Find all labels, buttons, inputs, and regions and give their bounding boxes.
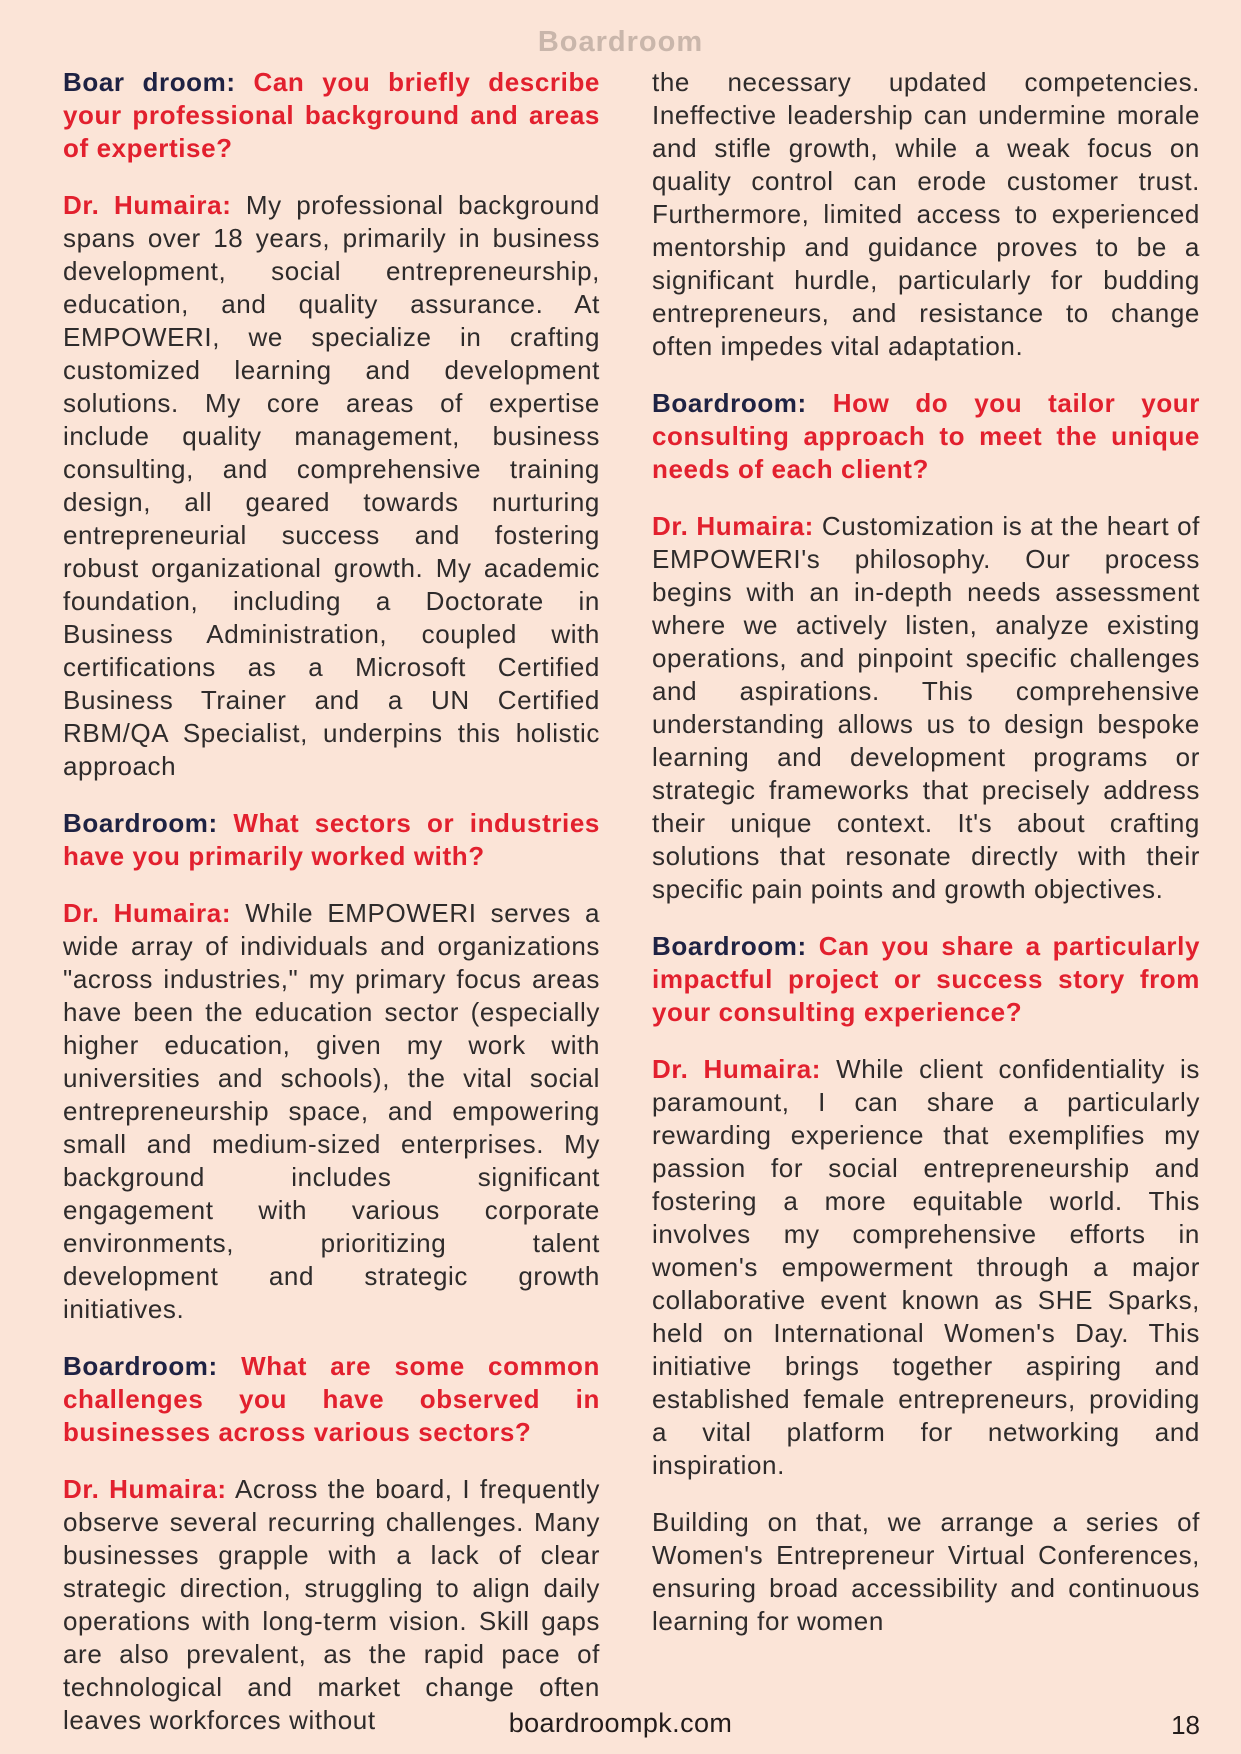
body-text: the necessary updated competencies. Ineffective leadership can undermine morale and stifle growth, while a weak focus on quality control can erode customer trust. Furthermore, limited access to experienced mentorship and guidance proves to be a significant hurdle, particularly for budding entrepreneurs, and resistance to change often impedes vital adaptation.: [652, 67, 1200, 361]
body-paragraph: [652, 1506, 1200, 1638]
body-text: Building on that, we arrange a series of Women's Entrepreneur Virtual Conferences, ensuring broad accessibility and continuous learning for women: [652, 1507, 1200, 1636]
question-text: What are some common challenges you have observed in businesses across various sectors?: [63, 1351, 600, 1447]
question-paragraph: [63, 66, 600, 165]
answer-text: Across the board, I frequently observe several recurring challenges. Many businesses grapple with a lack of clear strategic direction, struggling to align daily operations with long-term vision. Skill gaps are also prevalent, as the rapid pace of technological and market change often leaves workforces without: [63, 1474, 601, 1735]
speaker-label-boardroom: Boardroom:: [652, 388, 807, 418]
answer-paragraph: [63, 1473, 600, 1737]
speaker-label-dr-humaira: Dr. Humaira:: [652, 511, 814, 541]
body-paragraph: [652, 66, 1200, 363]
question-text: Can you share a particularly impactful project or success story from your consulting experience?: [652, 931, 1201, 1027]
answer-text: While EMPOWERI serves a wide array of individuals and organizations "across industries," my primary focus areas have been the education sector (especially higher education, given my work with universities and schools), the vital social entrepreneurship space, and empowering small and medium-sized enterprises. My background includes significant engagement with various corporate environments, prioritizing talent development and strategic growth initiatives.: [63, 898, 601, 1324]
page-header-title: Boardroom: [537, 26, 704, 58]
question-paragraph: [652, 930, 1200, 1029]
question-paragraph: [652, 387, 1200, 486]
question-paragraph: [63, 1350, 600, 1449]
speaker-label-boardroom: Boardroom:: [63, 1351, 218, 1381]
answer-text: My professional background spans over 18 years, primarily in business development, social entrepreneurship, education, and quality assurance. At EMPOWERI, we specialize in crafting customized learning and development solutions. My core areas of expertise include quality management, business consulting, and comprehensive training design, all geared towards nurturing entrepreneurial success and fostering robust organizational growth. My academic foundation, including a Doctorate in Business Administration, coupled with certifications as a Microsoft Certified Business Trainer and a UN Certified RBM/QA Specialist, underpins this holistic approach: [63, 190, 600, 781]
footer-page-number: 18: [1171, 1710, 1200, 1740]
answer-paragraph: [652, 510, 1200, 906]
speaker-label-dr-humaira: Dr. Humaira:: [63, 190, 232, 220]
speaker-label-dr-humaira: Dr. Humaira:: [63, 1474, 227, 1504]
answer-text: While client confidentiality is paramount, I can share a particularly rewarding experience that exemplifies my passion for social entrepreneurship and fostering a more equitable world. This involves my comprehensive efforts in women's empowerment through a major collaborative event known as SHE Sparks, held on International Women's Day. This initiative brings together aspiring and established female entrepreneurs, providing a vital platform for networking and inspiration.: [652, 1054, 1201, 1480]
answer-paragraph: [63, 897, 600, 1326]
article-content: [63, 66, 1200, 1737]
answer-paragraph: [652, 1053, 1200, 1482]
answer-paragraph: [63, 189, 600, 783]
speaker-label-dr-humaira: Dr. Humaira:: [63, 898, 232, 928]
question-paragraph: [63, 807, 600, 873]
question-text: What sectors or industries have you primarily worked with?: [63, 808, 600, 871]
footer-website-url: boardroompk.com: [508, 1708, 733, 1738]
speaker-label-boardroom: Boardroom:: [63, 808, 218, 838]
question-text: How do you tailor your consulting approach to meet the unique needs of each client?: [652, 388, 1201, 484]
question-text: Can you briefly describe your professional background and areas of expertise?: [63, 67, 600, 163]
speaker-label-dr-humaira: Dr. Humaira:: [652, 1054, 822, 1084]
page-footer: [0, 1708, 1241, 1748]
article-column-right: [652, 66, 1200, 1737]
article-column-left: [63, 66, 600, 1737]
answer-text: Customization is at the heart of EMPOWERI's philosophy. Our process begins with an in-depth needs assessment where we actively listen, analyze existing operations, and pinpoint specific challenges and aspirations. This comprehensive understanding allows us to design bespoke learning and development programs or strategic frameworks that precisely address their unique context. It's about crafting solutions that resonate directly with their specific pain points and growth objectives.: [652, 511, 1200, 904]
speaker-label-boardroom: Boardroom:: [652, 931, 807, 961]
speaker-label-boardroom: Boar droom:: [63, 67, 236, 97]
